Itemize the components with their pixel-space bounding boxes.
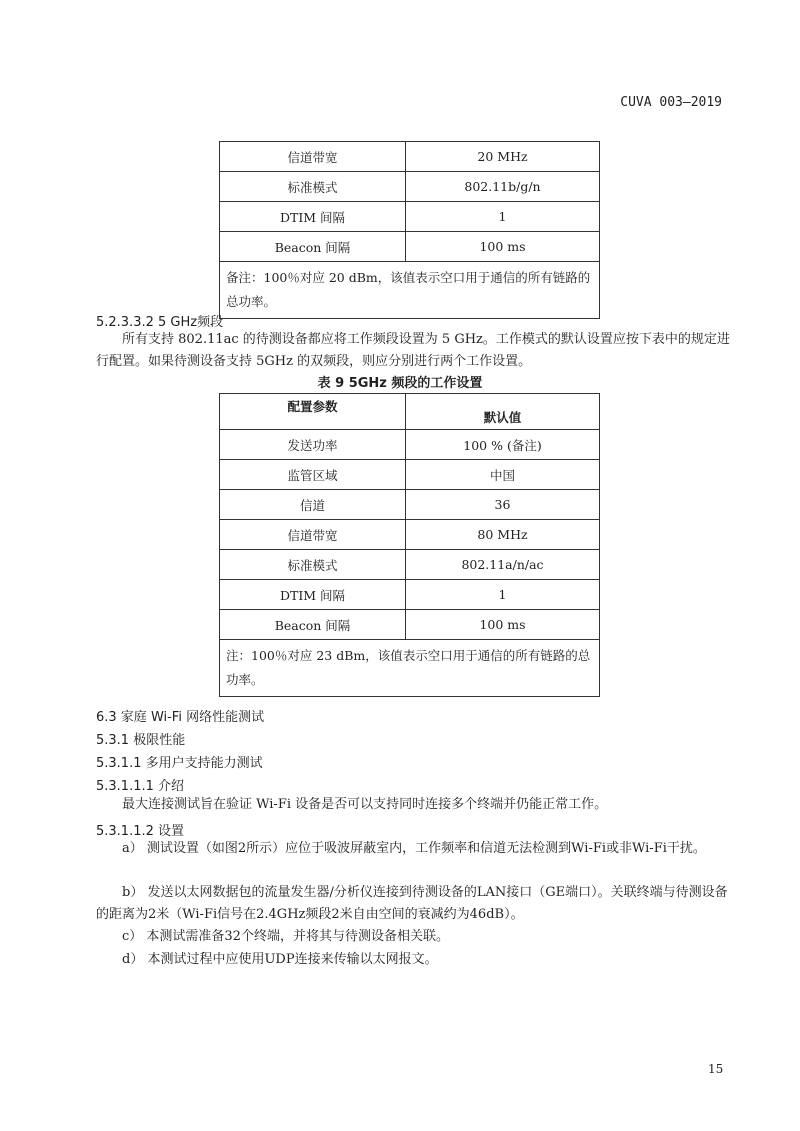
param-cell: 信道带宽 <box>220 142 406 172</box>
value-cell: 100 ms <box>406 232 600 262</box>
param-cell: 监管区域 <box>220 460 406 490</box>
param-cell: Beacon 间隔 <box>220 610 406 640</box>
table-9-caption: 表 9 5GHz 频段的工作设置 <box>317 376 483 391</box>
table-note-row <box>220 640 600 697</box>
section-heading-5-3-1-1: 5.3.1.1 多用户支持能力测试 <box>96 756 263 771</box>
table-row <box>220 550 600 580</box>
table-row <box>220 202 600 232</box>
table-row <box>220 430 600 460</box>
table-row <box>220 460 600 490</box>
value-cell: 802.11a/n/ac <box>406 550 600 580</box>
section-heading-5-3-1-1-1: 5.3.1.1.1 介绍 <box>96 779 185 794</box>
param-cell: 信道 <box>220 490 406 520</box>
section-heading-6-3: 6.3 家庭 Wi-Fi 网络性能测试 <box>96 710 265 725</box>
list-item-c: c） 本测试需准备32个终端，并将其与待测设备相关联。 <box>122 929 449 944</box>
paragraph-5ghz: 所有支持 802.11ac 的待测设备都应将工作频段设置为 5 GHz。工作模式的默认设置应按下表中的规定进行配置。如果待测设备支持 5GHz 的双频段，则应分别进行两个工作设置。 <box>96 332 730 369</box>
table-row <box>220 490 600 520</box>
table-row <box>220 142 600 172</box>
header-cell: 配置参数 <box>220 394 406 430</box>
value-cell: 100 % (备注) <box>406 430 600 460</box>
table-9 <box>219 393 600 697</box>
param-cell: DTIM 间隔 <box>220 202 406 232</box>
intro-paragraph: 最大连接测试旨在验证 Wi-Fi 设备是否可以支持同时连接多个终端并仍能正常工作。 <box>122 797 608 812</box>
table-8-continued <box>219 141 600 319</box>
table-note: 注：100％对应 23 dBm，该值表示空口用于通信的所有链路的总功率。 <box>220 640 600 697</box>
section-heading-5ghz: 5.2.3.3.2 5 GHz频段 <box>96 315 224 330</box>
param-cell: 信道带宽 <box>220 520 406 550</box>
param-cell: DTIM 间隔 <box>220 580 406 610</box>
list-item-d: d） 本测试过程中应使用UDP连接来传输以太网报文。 <box>122 952 438 967</box>
param-cell: 发送功率 <box>220 430 406 460</box>
table-row <box>220 610 600 640</box>
value-cell: 20 MHz <box>406 142 600 172</box>
value-cell: 100 ms <box>406 610 600 640</box>
value-cell: 802.11b/g/n <box>406 172 600 202</box>
value-cell: 36 <box>406 490 600 520</box>
table-row <box>220 232 600 262</box>
section-heading-5-3-1-1-2: 5.3.1.1.2 设置 <box>96 824 185 839</box>
table-row <box>220 580 600 610</box>
list-item-b: b） 发送以太网数据包的流量发生器/分析仪连接到待测设备的LAN接口（GE端口）。关联终端与待测设备的距离为2米（Wi-Fi信号在2.4GHz频段2米自由空间的衰减约为46dB）。 <box>96 885 728 922</box>
table-header-row <box>220 394 600 430</box>
list-item-a: a） 测试设置（如图2所示）应位于吸波屏蔽室内，工作频率和信道无法检测到Wi-Fi或非Wi-Fi干扰。 <box>122 841 706 856</box>
section-heading-5-3-1: 5.3.1 极限性能 <box>96 733 186 748</box>
table-row <box>220 172 600 202</box>
param-cell: 标准模式 <box>220 550 406 580</box>
param-cell: Beacon 间隔 <box>220 232 406 262</box>
value-cell: 1 <box>406 202 600 232</box>
param-cell: 标准模式 <box>220 172 406 202</box>
value-cell: 1 <box>406 580 600 610</box>
table-row <box>220 520 600 550</box>
value-cell: 中国 <box>406 460 600 490</box>
table-note-row <box>220 262 600 319</box>
table-note: 备注：100％对应 20 dBm，该值表示空口用于通信的所有链路的总功率。 <box>220 262 600 319</box>
value-cell: 80 MHz <box>406 520 600 550</box>
header-cell: 默认值 <box>406 394 600 430</box>
page-number: 15 <box>708 1062 724 1076</box>
standard-code: CUVA 003—2019 <box>620 95 722 110</box>
